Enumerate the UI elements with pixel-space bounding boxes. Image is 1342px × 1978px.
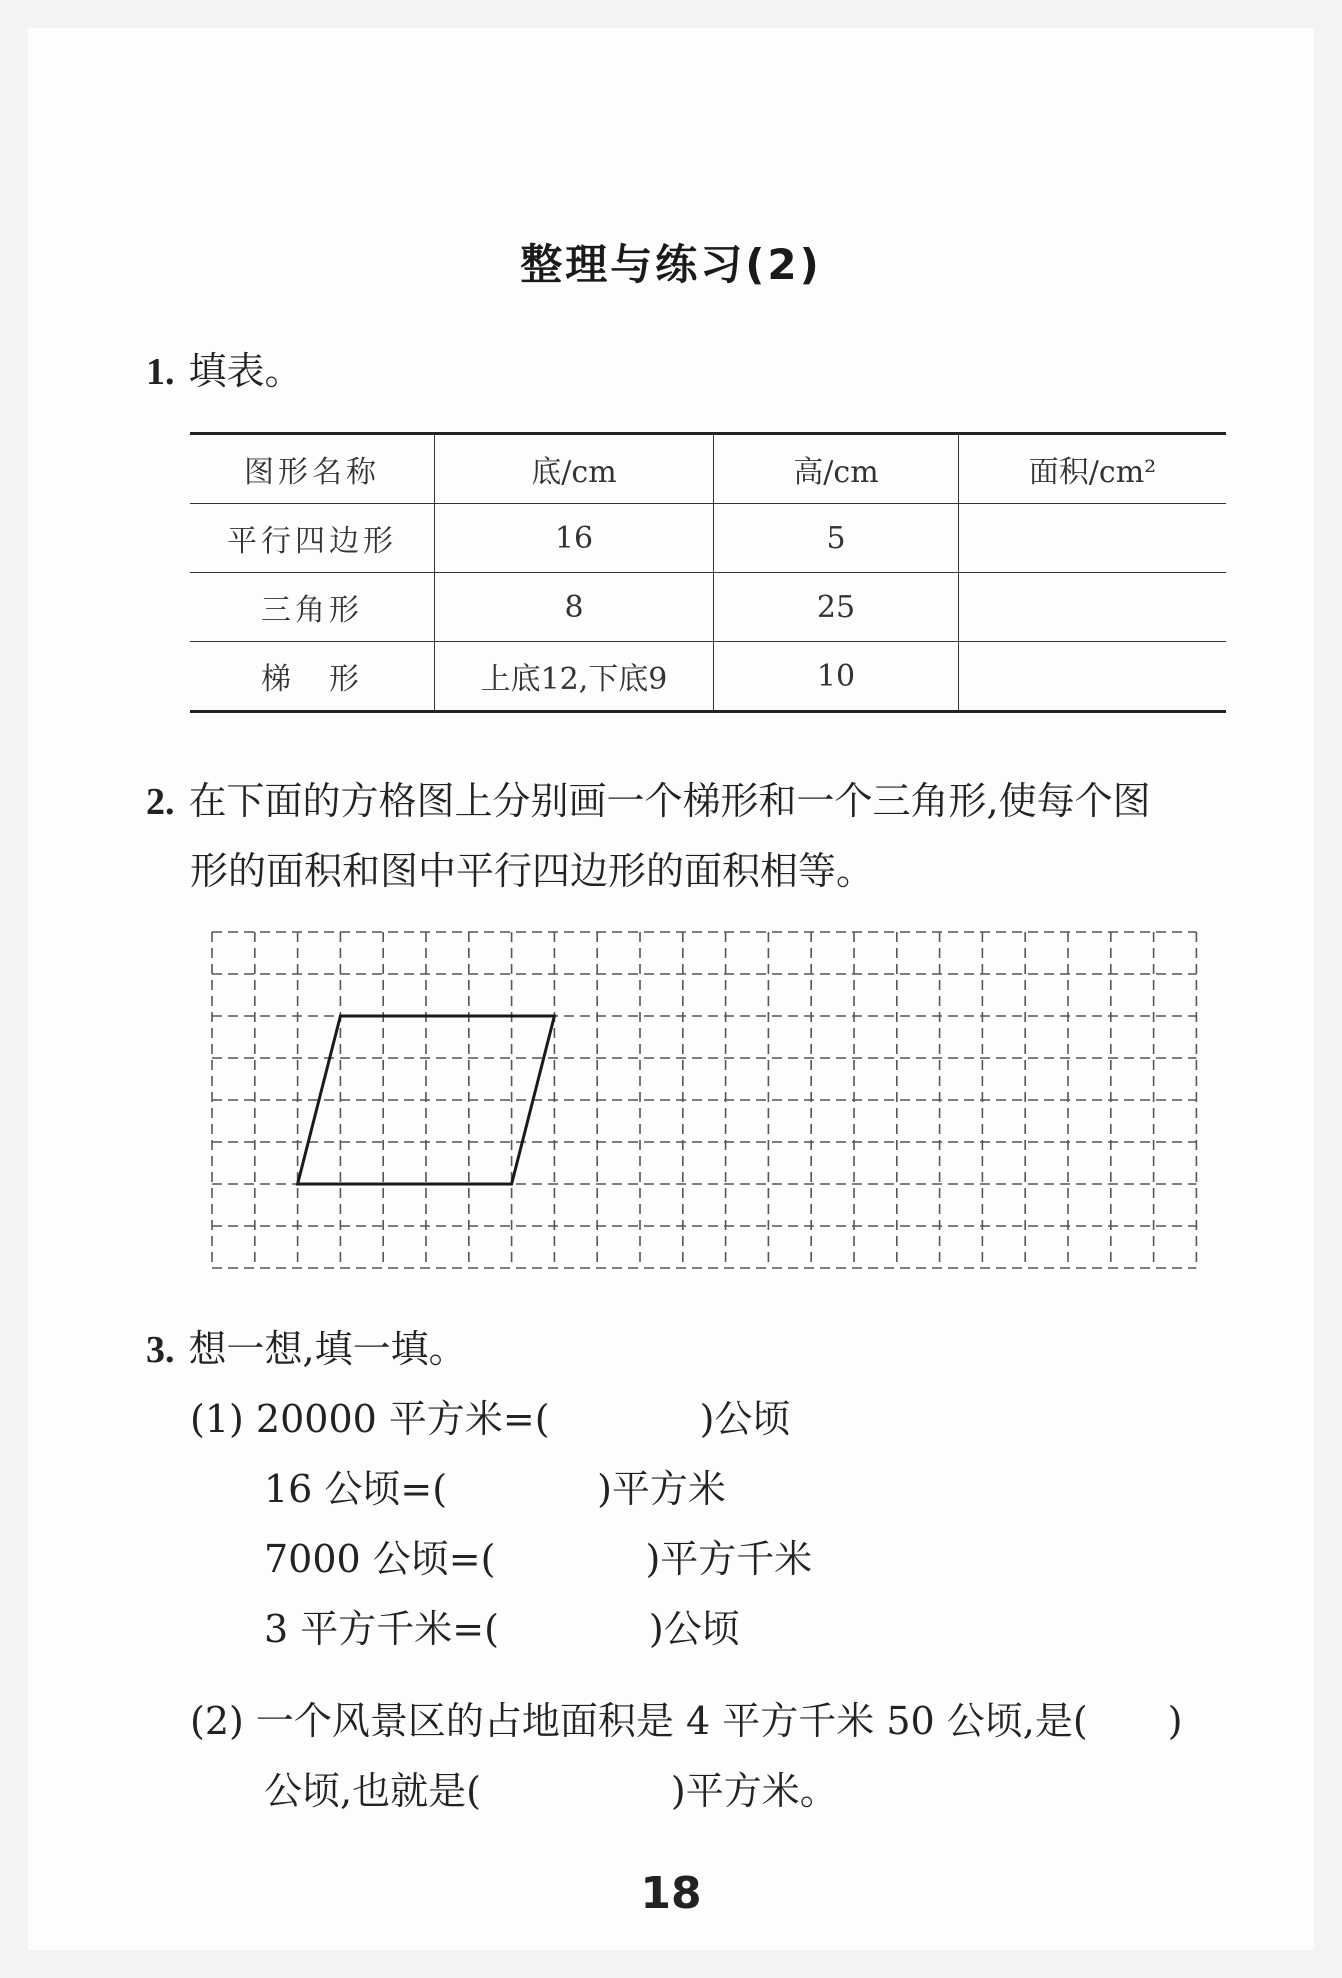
table-cell: 梯 形 <box>190 642 435 712</box>
equation-left: 16 公顷=( <box>264 1467 448 1511</box>
question-3-2-line-1 <box>190 1690 1183 1745</box>
subquestion-label: (2) <box>190 1699 244 1743</box>
question-3 <box>146 1318 467 1373</box>
question-3-2-text: 公顷,也就是( <box>264 1769 481 1813</box>
question-3-1-line-d <box>264 1598 740 1653</box>
table-header: 底/cm <box>435 434 714 504</box>
question-3-1-line-c <box>264 1528 812 1583</box>
table-cell: 16 <box>435 504 714 573</box>
question-3-number: 3. <box>146 1329 175 1371</box>
question-2-text-1: 在下面的方格图上分别画一个梯形和一个三角形,使每个图 <box>188 779 1151 823</box>
equation-left: 20000 平方米=( <box>255 1397 550 1441</box>
equation-left: 7000 公顷=( <box>264 1537 496 1581</box>
equation-right: )平方千米 <box>645 1537 813 1581</box>
table-cell: 8 <box>435 573 714 642</box>
question-2-line-1 <box>146 770 1151 825</box>
table-cell: 5 <box>714 504 959 573</box>
table-cell: 上底12,下底9 <box>435 642 714 712</box>
square-grid[interactable] <box>210 930 1200 1270</box>
question-3-2-line-2 <box>264 1760 838 1815</box>
question-2-number: 2. <box>146 781 175 823</box>
grid-lines <box>212 932 1196 1268</box>
bracket-close: ) <box>1167 1699 1183 1743</box>
question-3-1-line-a <box>190 1388 790 1443</box>
question-1-text: 填表。 <box>188 349 303 393</box>
question-3-1-line-b <box>264 1458 726 1513</box>
question-3-text: 想一想,填一填。 <box>188 1327 467 1371</box>
table-row <box>190 573 1226 642</box>
page-title: 整理与练习(2) <box>520 240 822 289</box>
question-3-2-text-end: )平方米。 <box>670 1769 838 1813</box>
question-2-line-2: 形的面积和图中平行四边形的面积相等。 <box>190 849 875 893</box>
page-number: 18 <box>640 1868 702 1919</box>
equation-right: )公顷 <box>648 1607 740 1651</box>
table-header: 图形名称 <box>244 455 380 490</box>
table-row <box>190 642 1226 712</box>
answer-cell[interactable] <box>959 504 1227 573</box>
question-3-2-text: 一个风景区的占地面积是 4 平方千米 50 公顷,是( <box>255 1699 1088 1743</box>
table-header: 面积/cm² <box>959 434 1227 504</box>
table-cell: 平行四边形 <box>190 504 435 573</box>
equation-right: )平方米 <box>597 1467 726 1511</box>
answer-cell[interactable] <box>959 642 1227 712</box>
question-1 <box>146 340 303 395</box>
fill-table <box>190 432 1226 713</box>
question-1-number: 1. <box>146 351 175 393</box>
table-header: 高/cm <box>714 434 959 504</box>
table-header-row <box>190 434 1226 504</box>
table-row <box>190 504 1226 573</box>
equation-right: )公顷 <box>699 1397 791 1441</box>
table-cell: 10 <box>714 642 959 712</box>
table-cell: 三角形 <box>190 573 435 642</box>
answer-cell[interactable] <box>959 573 1227 642</box>
table-cell: 25 <box>714 573 959 642</box>
equation-left: 3 平方千米=( <box>264 1607 499 1651</box>
subquestion-label: (1) <box>190 1397 244 1441</box>
